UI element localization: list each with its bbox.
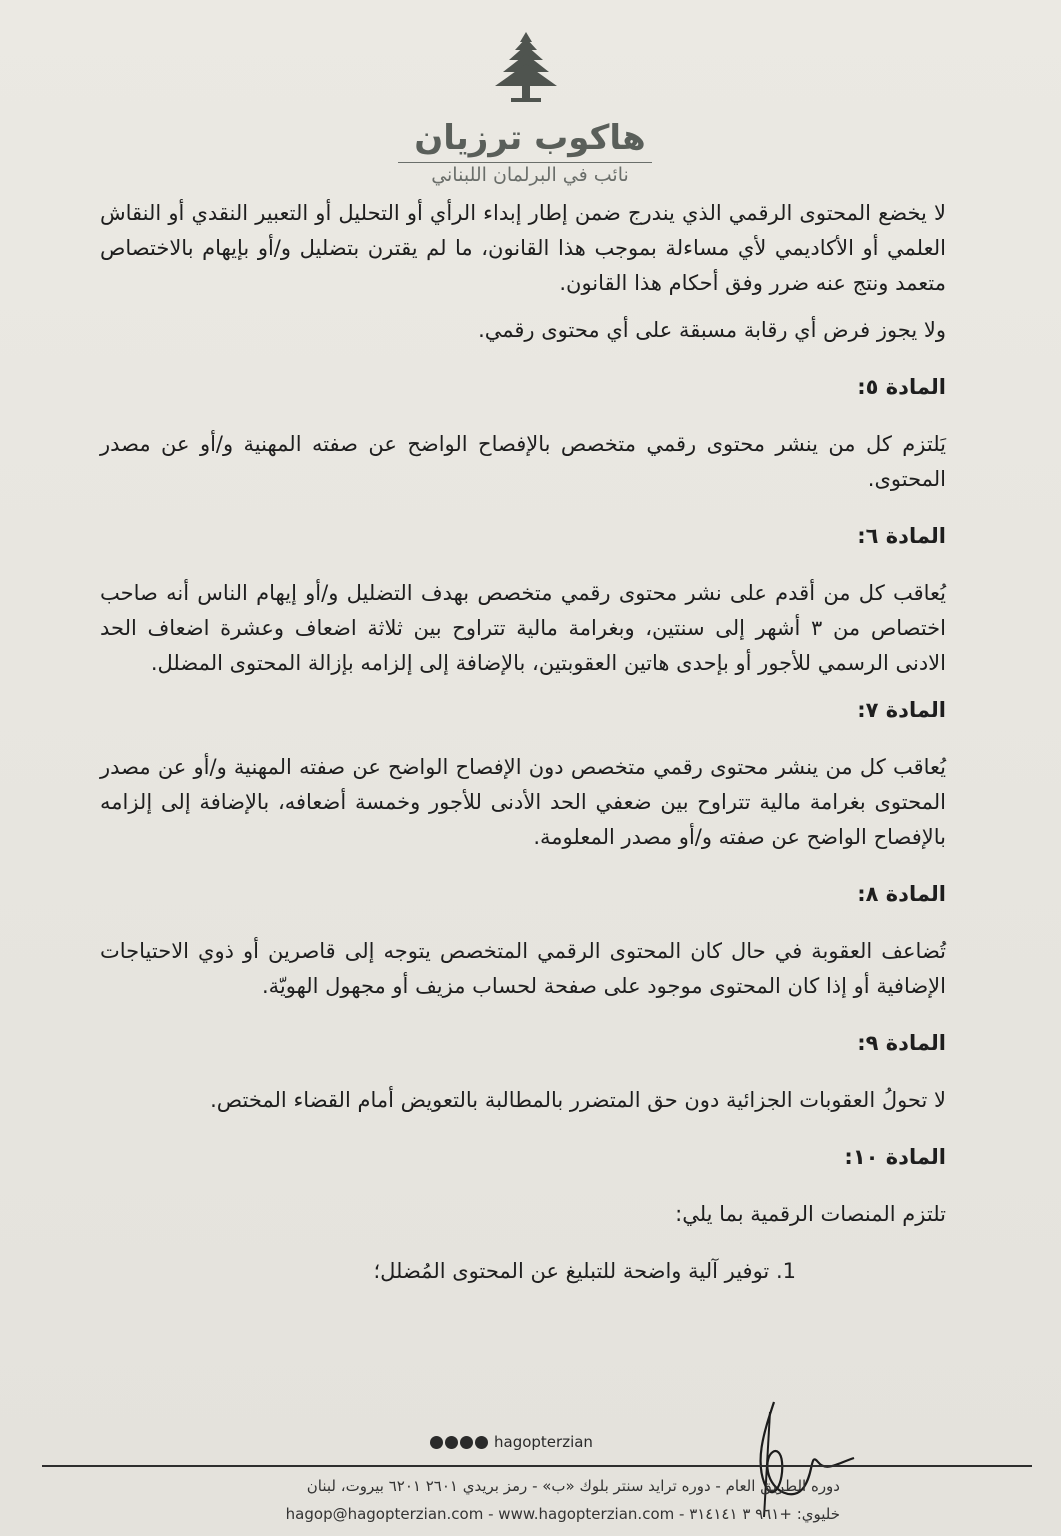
no-censorship-paragraph: ولا يجوز فرض أي رقابة مسبقة على أي محتوى رقمي. — [478, 318, 946, 342]
letter-body — [100, 196, 946, 1289]
list-item: 1. توفير آلية واضحة للتبليغ عن المحتوى المُضلل؛ — [373, 1259, 796, 1283]
intro-paragraph: لا يخضع المحتوى الرقمي الذي يندرج ضمن إطار إبداء الرأي أو التحليل أو التعبير النقدي أو النقاش العلمي أو الأكاديمي لأي مساءلة بموجب هذا القانون، ما لم يقترن بتضليل و/أو بإيهام بالاختصاص متعمد ونتج عنه ضرر وفق أحكام هذا القانون. — [100, 201, 946, 295]
article-5-text: يَلتزم كل من ينشر محتوى رقمي متخصص بالإفصاح الواضح عن صفته المهنية و/أو عن مصدر المحتوى. — [100, 432, 946, 491]
article-6-heading: المادة ٦: — [857, 524, 946, 548]
article-9-text: لا تحولُ العقوبات الجزائية دون حق المتضرر بالمطالبة بالتعويض أمام القضاء المختص. — [210, 1088, 946, 1112]
social-links — [430, 1432, 593, 1452]
cedar-emblem-icon — [487, 30, 565, 104]
article-9-heading: المادة ٩: — [857, 1031, 946, 1055]
letterhead-subtitle: نائب في البرلمان اللبناني — [431, 164, 629, 186]
youtube-icon[interactable] — [475, 1436, 488, 1449]
phone-number[interactable]: +٩٦١ ٣ ٣١٤١٤١ — [689, 1505, 792, 1523]
letterhead-divider — [398, 162, 652, 163]
social-icons — [430, 1436, 488, 1449]
twitter-icon[interactable] — [460, 1436, 473, 1449]
article-7-text: يُعاقب كل من ينشر محتوى رقمي متخصص دون الإفصاح الواضح عن صفته المهنية و/أو عن مصدر المحتوى بغرامة مالية تتراوح بين ضعفي الحد الأدنى للأجور وخمسة أضعافه، بالإضافة إلى إلزامه بالإفصاح الواضح عن صفته و/أو مصدر المعلومة. — [100, 755, 946, 849]
letterhead-name: هاكوب ترزيان — [414, 118, 646, 158]
article-5-heading: المادة ٥: — [857, 375, 946, 399]
article-8-text: تُضاعف العقوبة في حال كان المحتوى الرقمي المتخصص يتوجه إلى قاصرين أو ذوي الاحتياجات الإضافية أو إذا كان المحتوى موجود على صفحة لحساب مزيف أو مجهول الهويّة. — [100, 939, 946, 998]
mobile-label: خليوي: — [796, 1505, 840, 1523]
footer-divider — [42, 1465, 1032, 1467]
footer-address: دوره الطريق العام - دوره ترايد سنتر بلوك «ب» - رمز بريدي ٢٦٠١ ٦٢٠١ بيروت، لبنان — [306, 1477, 840, 1495]
website-link[interactable]: www.hagopterzian.com — [498, 1505, 675, 1523]
article-8-heading: المادة ٨: — [857, 882, 946, 906]
article-10-text: تلتزم المنصات الرقمية بما يلي: — [675, 1202, 946, 1226]
instagram-icon[interactable] — [430, 1436, 443, 1449]
social-handle[interactable]: hagopterzian — [494, 1433, 593, 1451]
article-10-heading: المادة ١٠: — [844, 1145, 946, 1169]
facebook-icon[interactable] — [445, 1436, 458, 1449]
footer-contact: خليوي: +٩٦١ ٣ ٣١٤١٤١ - www.hagopterzian.com - hagop@hagopterzian.com — [285, 1505, 840, 1523]
article-7-heading: المادة ٧: — [857, 698, 946, 722]
article-6-text: يُعاقب كل من أقدم على نشر محتوى رقمي متخصص بهدف التضليل و/أو إيهام الناس أنه صاحب اختصاص من ٣ أشهر إلى سنتين، وبغرامة مالية تتراوح بين ثلاثة اضعاف وعشرة اضعاف الحد الادنى الرسمي للأجور أو بإحدى هاتين العقوبتين، بالإضافة إلى إلزامه بإزالة المحتوى المضلل. — [100, 581, 946, 675]
email-link[interactable]: hagop@hagopterzian.com — [285, 1505, 484, 1523]
